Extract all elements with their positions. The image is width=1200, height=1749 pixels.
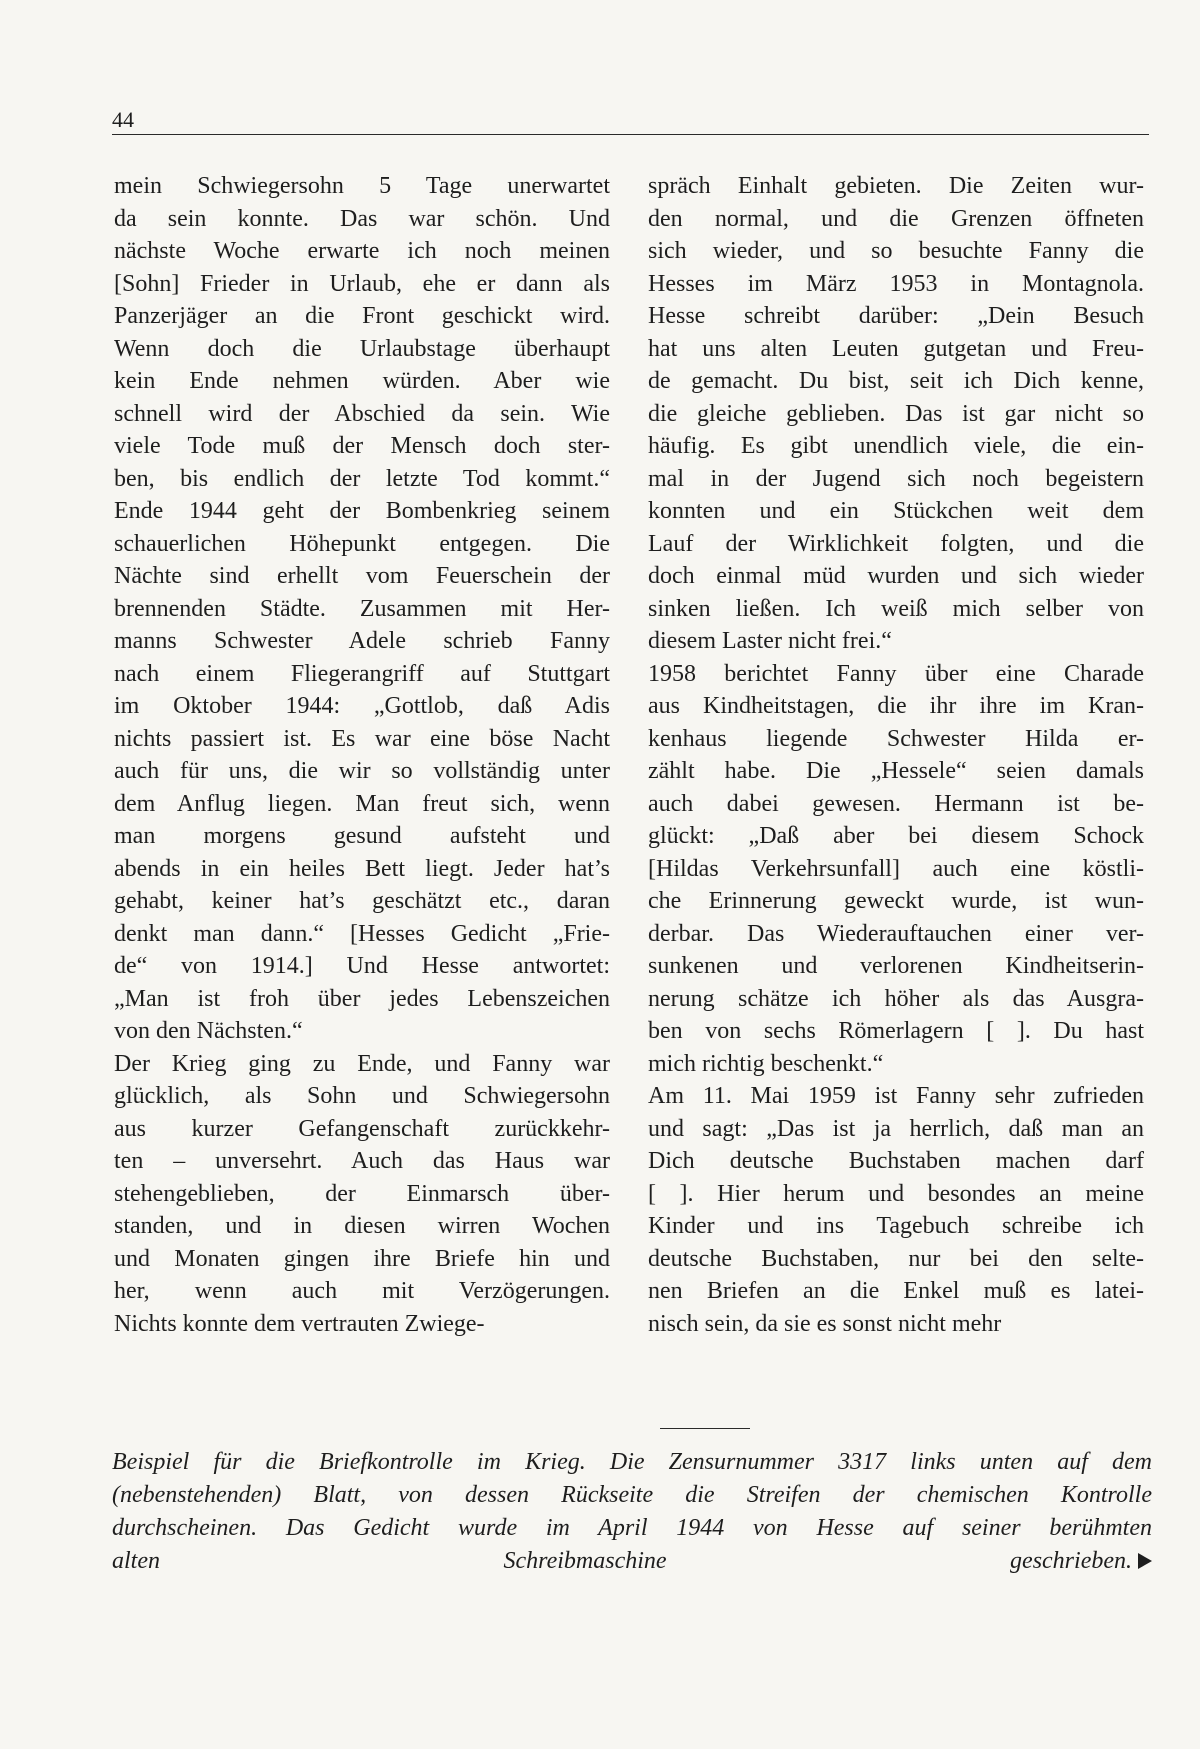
text-line: schnell wird der Abschied da sein. Wie [114, 400, 610, 427]
caption-line: durchscheinen. Das Gedicht wurde im April 1944 von Hesse auf seiner berühmten [112, 1515, 1152, 1541]
text-line: und sagt: „Das ist ja herrlich, daß man an [648, 1115, 1144, 1142]
text-line: kenhaus liegende Schwester Hilda er- [648, 725, 1144, 752]
caption-line: (nebenstehenden) Blatt, von dessen Rückseite die Streifen der chemischen Kontrolle [112, 1482, 1152, 1508]
text-line: kein Ende nehmen würden. Aber wie [114, 368, 610, 394]
caption-rule [660, 1428, 750, 1429]
caption-line: Beispiel für die Briefkontrolle im Krieg. Die Zensurnummer 3317 links unten auf dem [112, 1449, 1152, 1475]
text-line: de“ von 1914.] Und Hesse antwortet: [114, 953, 610, 979]
text-line: und Monaten gingen ihre Briefe hin und [114, 1245, 610, 1272]
text-line: che Erinnerung geweckt wurde, ist wun- [648, 888, 1144, 914]
text-line: viele Tode muß der Mensch doch ster- [114, 433, 610, 459]
text-line: diesem Laster nicht frei.“ [648, 628, 892, 654]
text-line: spräch Einhalt gebieten. Die Zeiten wur- [648, 173, 1144, 199]
text-line: Kinder und ins Tagebuch schreibe ich [648, 1213, 1144, 1239]
text-line: Nichts konnte dem vertrauten Zwiege- [114, 1310, 485, 1337]
text-line: derbar. Das Wiederauftauchen einer ver- [648, 920, 1144, 947]
text-line: glücklich, als Sohn und Schwiegersohn [114, 1083, 610, 1109]
page-number: 44 [112, 107, 134, 132]
text-line: [Sohn] Frieder in Urlaub, ehe er dann als [114, 270, 610, 297]
text-line: häufig. Es gibt unendlich viele, die ein- [648, 433, 1144, 459]
figure-caption [112, 1446, 1152, 1578]
text-line: de gemacht. Du bist, seit ich Dich kenne, [648, 368, 1144, 394]
text-line: Nächte sind erhellt vom Feuerschein der [114, 563, 610, 589]
text-line: standen, und in diesen wirren Wochen [114, 1213, 610, 1239]
left-column [114, 170, 610, 1340]
text-line: deutsche Buchstaben, nur bei den selte- [648, 1245, 1144, 1272]
text-line: her, wenn auch mit Verzögerungen. [114, 1278, 610, 1304]
text-line: die gleiche geblieben. Das ist gar nicht so [648, 400, 1144, 427]
text-line: 1958 berichtet Fanny über eine Charade [648, 660, 1144, 687]
caption-line-with-arrow [112, 1545, 1152, 1578]
text-line: zählt habe. Die „Hessele“ seien damals [648, 758, 1144, 784]
caption-line: alten Schreibmaschine geschrieben. [112, 1548, 1132, 1574]
text-line: glückt: „Daß aber bei diesem Schock [648, 823, 1144, 849]
text-line: Am 11. Mai 1959 ist Fanny sehr zufrieden [648, 1083, 1144, 1109]
text-line: von den Nächsten.“ [114, 1018, 303, 1044]
text-line: konnten und ein Stückchen weit dem [648, 498, 1144, 524]
text-line: doch einmal müd wurden und sich wieder [648, 563, 1144, 589]
text-line: Lauf der Wirklichkeit folgten, und die [648, 530, 1144, 557]
text-line: ben von sechs Römerlagern [ ]. Du hast [648, 1018, 1144, 1044]
text-line: dem Anflug liegen. Man freut sich, wenn [114, 790, 610, 817]
text-line: man morgens gesund aufsteht und [114, 823, 610, 849]
text-line: nichts passiert ist. Es war eine böse Nacht [114, 725, 610, 752]
text-line: hat uns alten Leuten gutgetan und Freu- [648, 335, 1144, 362]
text-line: nach einem Fliegerangriff auf Stuttgart [114, 660, 610, 687]
text-line: nächste Woche erwarte ich noch meinen [114, 238, 610, 264]
text-line: brennenden Städte. Zusammen mit Her- [114, 595, 610, 622]
text-line: sunkenen und verlorenen Kindheitserin- [648, 953, 1144, 979]
text-line: [Hildas Verkehrsunfall] auch eine köstli- [648, 855, 1144, 882]
text-line: nisch sein, da sie es sonst nicht mehr [648, 1310, 1002, 1337]
text-line: [ ]. Hier herum und besondes an meine [648, 1180, 1144, 1207]
text-line: abends in ein heiles Bett liegt. Jeder hat’s [114, 855, 610, 882]
text-line: ten – unversehrt. Auch das Haus war [114, 1148, 610, 1174]
text-line: aus kurzer Gefangenschaft zurückkehr- [114, 1115, 610, 1142]
text-line: mich richtig beschenkt.“ [648, 1050, 884, 1077]
text-line: Ende 1944 geht der Bombenkrieg seinem [114, 498, 610, 524]
text-line: schauerlichen Höhepunkt entgegen. Die [114, 530, 610, 557]
text-line: denkt man dann.“ [Hesses Gedicht „Frie- [114, 920, 610, 947]
text-line: nerung schätze ich höher als das Ausgra- [648, 985, 1144, 1012]
text-line: Dich deutsche Buchstaben machen darf [648, 1148, 1144, 1174]
text-line: ben, bis endlich der letzte Tod kommt.“ [114, 465, 610, 492]
text-line: sich wieder, und so besuchte Fanny die [648, 238, 1144, 264]
text-line: nen Briefen an die Enkel muß es latei- [648, 1278, 1144, 1304]
right-column [648, 170, 1144, 1340]
text-line: da sein konnte. Das war schön. Und [114, 205, 610, 232]
text-line: manns Schwester Adele schrieb Fanny [114, 628, 610, 654]
text-line: auch dabei gewesen. Hermann ist be- [648, 790, 1144, 817]
text-line: mal in der Jugend sich noch begeistern [648, 465, 1144, 492]
header-rule [112, 134, 1149, 135]
text-line: auch für uns, die wir so vollständig unter [114, 758, 610, 784]
text-line: stehengeblieben, der Einmarsch über- [114, 1180, 610, 1207]
text-line: gehabt, keiner hat’s geschätzt etc., daran [114, 888, 610, 914]
text-line: Hesses im März 1953 in Montagnola. [648, 270, 1144, 297]
text-line: im Oktober 1944: „Gottlob, daß Adis [114, 693, 610, 719]
text-line: Der Krieg ging zu Ende, und Fanny war [114, 1050, 610, 1077]
text-line: „Man ist froh über jedes Lebenszeichen [114, 985, 610, 1012]
text-line: Hesse schreibt darüber: „Dein Besuch [648, 303, 1144, 329]
text-line: Panzerjäger an die Front geschickt wird. [114, 303, 610, 329]
text-line: den normal, und die Grenzen öffneten [648, 205, 1144, 232]
right-pointing-triangle-icon [1138, 1553, 1152, 1569]
text-line: sinken ließen. Ich weiß mich selber von [648, 595, 1144, 622]
text-line: Wenn doch die Urlaubstage überhaupt [114, 335, 610, 362]
text-line: mein Schwiegersohn 5 Tage unerwartet [114, 173, 610, 199]
text-line: aus Kindheitstagen, die ihr ihre im Kran- [648, 693, 1144, 719]
